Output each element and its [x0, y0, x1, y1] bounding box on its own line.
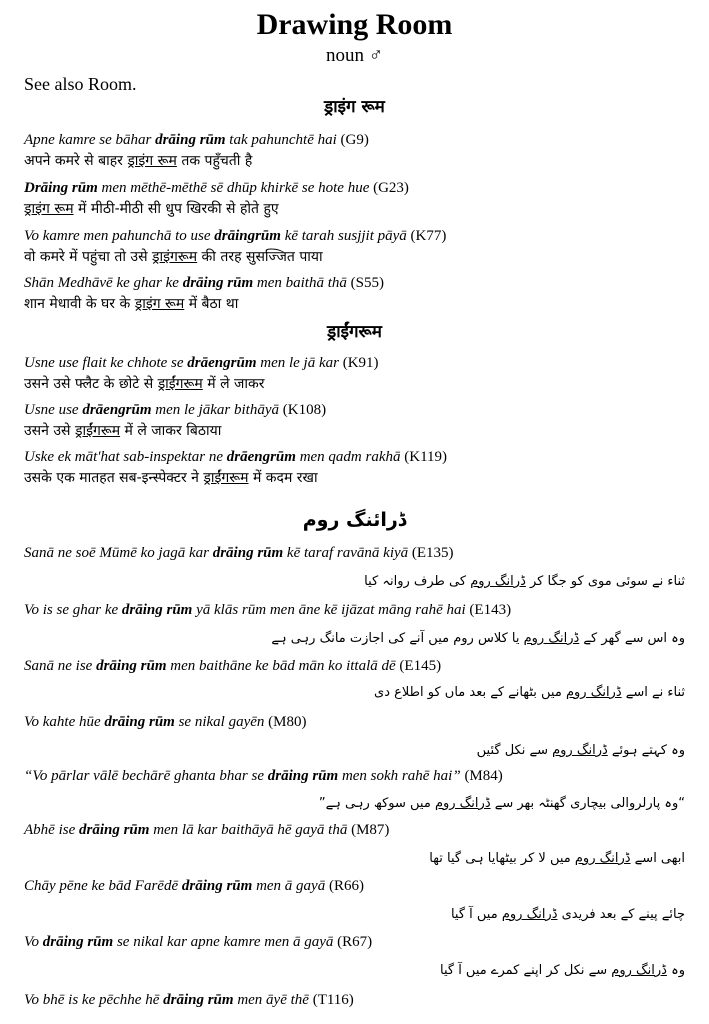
example-romanized: Vo bhē is ke pēchhe hē drāing rūm men āyē thē (T116): [24, 992, 354, 1008]
example-romanized: Vo kamre men pahunchā to use drāingrūm kē tarah susjjit pāyā (K77): [24, 228, 447, 244]
example-urdu: وہ کہتے ہوئے ڈرانگ روم سے نکل گئیں: [476, 743, 685, 758]
example-romanized: Vo kahte hūe drāing rūm se nikal gayēn (M80): [24, 714, 307, 730]
example-romanized: Usne use drāengrūm men le jākar bithāyā (K108): [24, 402, 327, 418]
entry-headword: Drawing Room: [256, 8, 453, 41]
section-heading-hindi-2: ड्राईंगरूम: [327, 322, 382, 342]
example-hindi: उसने उसे ड्राईंगरूम में ले जाकर बिठाया: [24, 423, 222, 439]
see-also-note: See also Room.: [24, 74, 137, 94]
example-romanized: Vo is se ghar ke drāing rūm yā klās rūm men āne kē ijāzat māng rahē hai (E143): [24, 602, 512, 618]
example-hindi: ड्राइंग रूम में मीठी-मीठी सी धुप खिरकी से होते हुए: [24, 201, 279, 217]
example-hindi: उसने उसे फ्लैट के छोटे से ड्राईंगरूम में ले जाकर: [24, 376, 265, 392]
masculine-gender-icon: ♂: [368, 45, 383, 66]
example-romanized: Apne kamre se bāhar drāing rūm tak pahunchtē hai (G9): [24, 132, 369, 148]
example-urdu: وہ ڈرانگ روم سے نکل کر اپنے کمرے میں آ گیا: [439, 963, 685, 978]
example-urdu: چائے پینے کے بعد فریدی ڈرانگ روم میں آ گیا: [450, 907, 685, 922]
example-romanized: Abhē ise drāing rūm men lā kar baithāyā hē gayā thā (M87): [24, 822, 390, 838]
example-urdu: ثناء نے اسے ڈرانگ روم میں بٹھانے کے بعد ماں کو اطلاع دی: [374, 685, 685, 700]
section-heading-hindi-1: ड्राइंग रूम: [324, 97, 385, 117]
example-hindi: अपने कमरे से बाहर ड्राइंग रूम तक पहुँचती है: [24, 153, 253, 169]
section-heading-urdu: ڈرائنگ روم: [302, 509, 407, 531]
example-hindi: शान मेधावी के घर के ड्राइंग रूम में बैठा था: [24, 296, 239, 312]
example-romanized: Sanā ne soē Mūmē ko jagā kar drāing rūm kē taraf ravānā kiyā (E135): [24, 545, 454, 561]
example-romanized: Uske ek māt'hat sab-inspektar ne drāengrūm men qadm rakhā (K119): [24, 449, 448, 465]
example-romanized: Sanā ne ise drāing rūm men baithāne ke bād mān ko ittalā dē (E145): [24, 658, 442, 674]
example-romanized: Chāy pēne ke bād Farēdē drāing rūm men ā gayā (R66): [24, 878, 364, 894]
example-romanized: Vo drāing rūm se nikal kar apne kamre men ā gayā (R67): [24, 934, 373, 950]
example-romanized: Shān Medhāvē ke ghar ke drāing rūm men baithā thā (S55): [24, 275, 384, 291]
example-urdu: “وہ پارلروالی بیچاری گھنٹہ بھر سے ڈرانگ روم میں سوکھ رہی ہے”: [318, 796, 685, 811]
example-urdu: ثناء نے سوئی موی کو جگا کر ڈرانگ روم کی طرف روانہ کیا: [364, 574, 685, 589]
example-urdu: ابھی اسے ڈرانگ روم میں لا کر بیٹھایا ہی گیا تھا: [429, 851, 685, 866]
example-romanized: Usne use flait ke chhote se drāengrūm men le jā kar (K91): [24, 355, 379, 371]
pos-label: noun: [326, 45, 364, 66]
example-urdu: وہ اس سے گھر کے ڈرانگ روم یا کلاس روم میں آنے کی اجازت مانگ رہی ہے: [271, 631, 685, 646]
example-romanized: “Vo pārlar vālē bechārē ghanta bhar se drāing rūm men sokh rahē hai” (M84): [24, 768, 503, 784]
example-romanized: Drāing rūm men mēthē-mēthē sē dhūp khirkē se hote hue (G23): [24, 180, 409, 196]
example-hindi: वो कमरे में पहुंचा तो उसे ड्राइंगरूम की तरह सुसज्जित पाया: [24, 249, 323, 265]
part-of-speech: [0, 45, 709, 67]
example-hindi: उसके एक मातहत सब-इन्स्पेक्टर ने ड्राईंगरूम में कदम रखा: [24, 470, 318, 486]
